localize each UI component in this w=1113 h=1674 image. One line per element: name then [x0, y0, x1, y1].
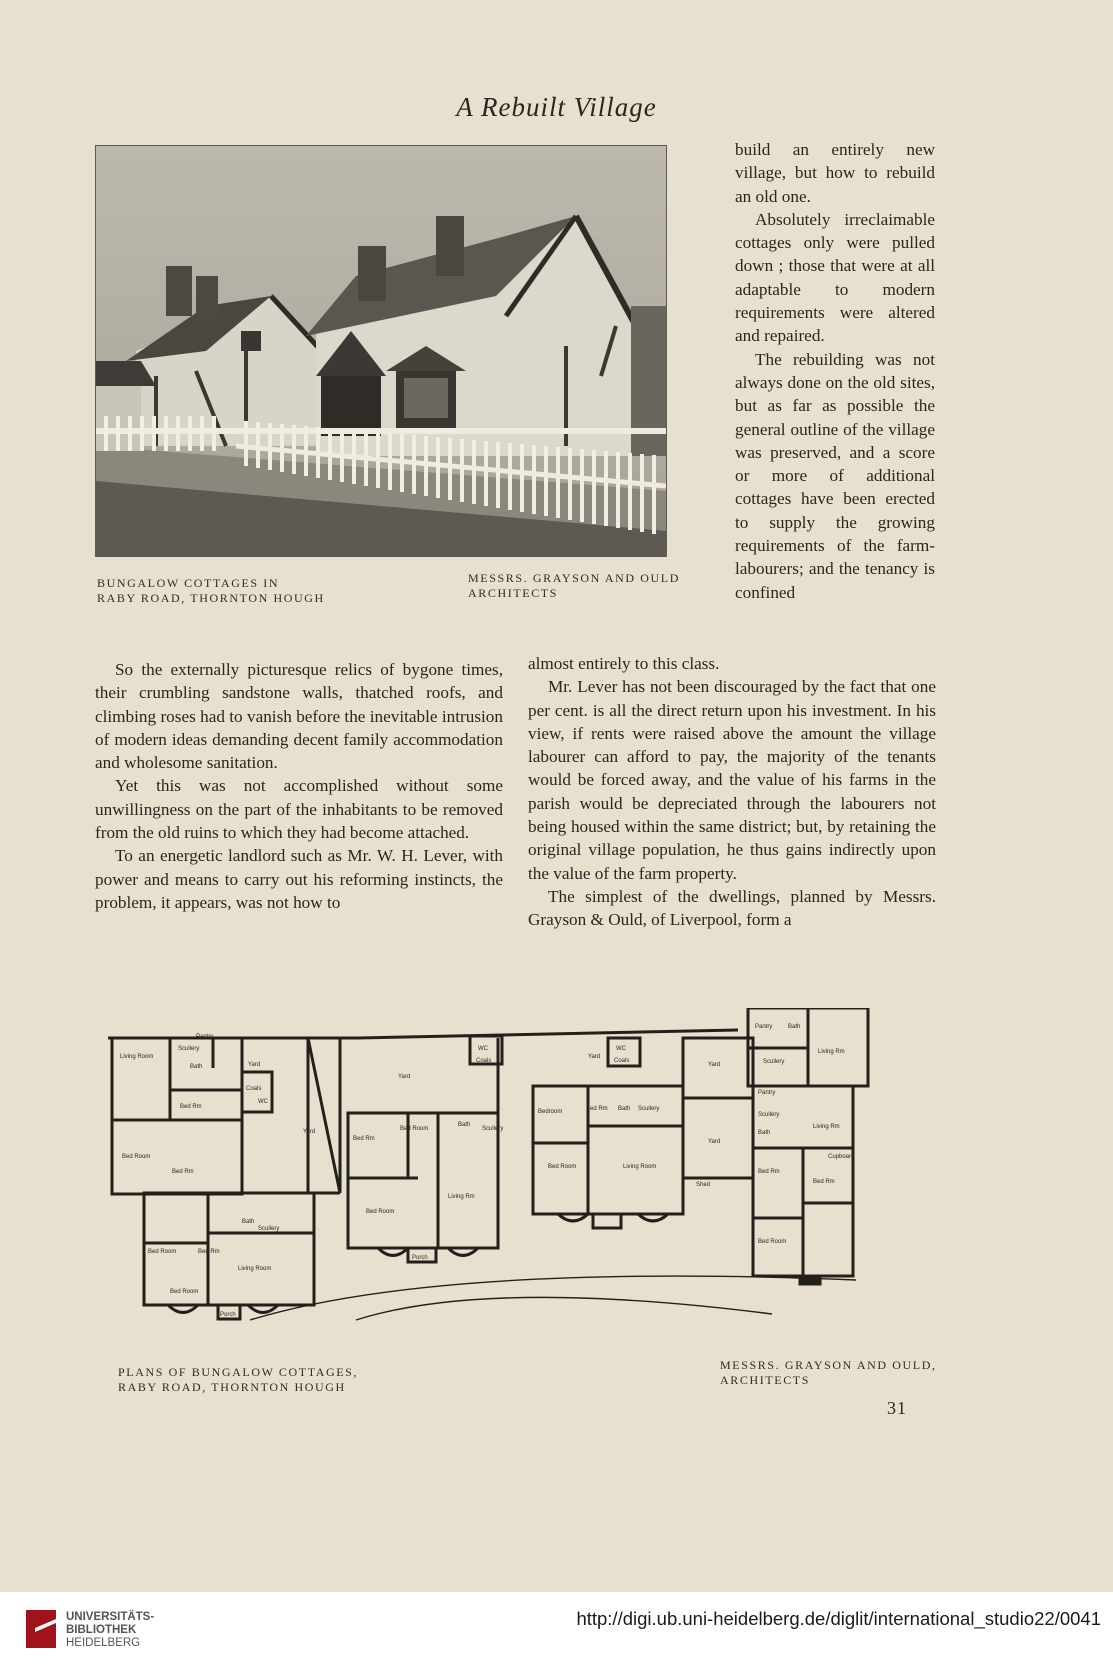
plan-label: Yard [398, 1074, 411, 1080]
plan-label: Scullery [763, 1059, 785, 1065]
left-column [95, 658, 503, 914]
plan-label: Bed Room [170, 1289, 199, 1295]
plan-label: Bed Rm [586, 1106, 608, 1112]
plan-label: Bath [242, 1219, 255, 1225]
plan-label: Bed Room [122, 1154, 151, 1160]
plan-label: Scullery [638, 1106, 660, 1112]
plan-label: Scullery [178, 1046, 200, 1052]
plan-label: WC [478, 1046, 488, 1052]
plan-label: Yard [588, 1054, 601, 1060]
plan-label: Cupboard [828, 1154, 855, 1160]
plan-label: WC [258, 1099, 268, 1105]
right-para-3: The simplest of the dwellings, planned by Messrs. Grayson & Ould, of Liverpool, form a [528, 886, 936, 930]
plan-label: Bedroom [538, 1109, 563, 1115]
plan-label: Pantry [755, 1024, 773, 1030]
plan-label: Bed Rm [198, 1249, 220, 1255]
running-head: A Rebuilt Village [456, 92, 657, 122]
plan-label: Coals [246, 1086, 262, 1092]
plan-label: Bath [618, 1106, 631, 1112]
plan-label: Bed Rm [813, 1179, 835, 1185]
plan-label: Bed Room [148, 1249, 177, 1255]
side-para-2: Absolutely irreclaimable cottages only were pulled down ; those that were at all adaptable to modern requirements were altered and repaired. [735, 209, 935, 346]
plan-label: Bath [758, 1130, 771, 1136]
right-column [528, 652, 936, 932]
library-name: UNIVERSITÄTS- BIBLIOTHEK HEIDELBERG [66, 1611, 155, 1649]
plan-caption-right: MESSRS. GRAYSON AND OULD, ARCHITECTS [720, 1358, 937, 1387]
side-column [735, 138, 935, 604]
cottages-photograph [95, 145, 667, 557]
plan-label: Living Rm [813, 1124, 840, 1130]
left-para-3: To an energetic landlord such as Mr. W. H. Lever, with power and means to carry out his reforming instincts, the problem, it appears, was not how to [95, 846, 503, 912]
plan-label: Scullery [758, 1112, 780, 1118]
plan-label: Living Room [238, 1266, 272, 1272]
right-para-2: Mr. Lever has not been discouraged by the fact that one per cent. is all the direct return upon his investment. In his view, if rents were raised above the amount the village labourer can afford to pay, the majority of the tenants would be forced away, and the value of his farms in the parish would be depreciated through the labourers not being housed within the same district; but, by retaining the original village population, he thus gains indirectly upon the value of the farm property. [528, 677, 936, 883]
plan-label: Bath [788, 1024, 801, 1030]
plan-label: Scullery [482, 1126, 504, 1132]
plan-label: Porch [412, 1255, 428, 1261]
plan-label: Coals [476, 1058, 492, 1064]
plan-label: Bed Rm [180, 1104, 202, 1110]
plan-label: Bed Room [366, 1209, 395, 1215]
side-para-3: The rebuilding was not always done on the old sites, but as far as possible the general outline of the village was preserved, and a score or more of additional cottages have been erected to supply the growing requirements of the farm-labourers; and the tenancy is confined [735, 349, 935, 602]
side-para-1: build an entirely new village, but how to rebuild an old one. [735, 140, 935, 206]
plan-label: Pantry [196, 1034, 214, 1040]
plan-label: Bath [190, 1064, 203, 1070]
plan-label: Bed Room [758, 1239, 787, 1245]
plan-label: Bed Rm [758, 1169, 780, 1175]
plan-label: Yard [303, 1129, 316, 1135]
plan-label: Scullery [258, 1226, 280, 1232]
plan-label: WC [616, 1046, 626, 1052]
plan-label: Pantry [758, 1090, 776, 1096]
plan-label: Living Rm [818, 1049, 845, 1055]
plan-label: Shed [696, 1182, 711, 1188]
left-para-1: So the externally picturesque relics of bygone times, their crumbling sandstone walls, thatched roofs, and climbing roses had to vanish before the inevitable intrusion of modern ideas demanding decent family accommodation and wholesome sanitation. [95, 660, 503, 773]
plan-label: Living Room [120, 1054, 154, 1060]
floor-plan [108, 1008, 934, 1340]
university-library-logo-icon[interactable] [24, 1606, 60, 1657]
plan-label: Bed Room [400, 1126, 429, 1132]
plan-label: Porch [220, 1312, 236, 1318]
left-para-2: Yet this was not accomplished without some unwillingness on the part of the inhabitants to be removed from the old ruins to which they had become attached. [95, 776, 503, 843]
page-number: 31 [887, 1398, 907, 1418]
plan-label: Living Room [623, 1164, 657, 1170]
plan-label: Living Rm [448, 1194, 475, 1200]
plan-label: Bath [458, 1122, 471, 1128]
plan-label: Bed Rm [172, 1169, 194, 1175]
viewer-footer [0, 1592, 1113, 1674]
right-para-1: almost entirely to this class. [528, 654, 720, 673]
plan-label: Yard [248, 1062, 261, 1068]
photo-caption-right: MESSRS. GRAYSON AND OULD ARCHITECTS [468, 571, 680, 600]
plan-label: Yard [708, 1139, 721, 1145]
photo-caption-left: BUNGALOW COTTAGES IN RABY ROAD, THORNTON HOUGH [97, 576, 325, 605]
plan-label: Yard [708, 1062, 721, 1068]
plan-caption-left: PLANS OF BUNGALOW COTTAGES, RABY ROAD, THORNTON HOUGH [118, 1365, 359, 1394]
plan-label: Bed Room [548, 1164, 577, 1170]
plan-label: Coals [614, 1058, 630, 1064]
permalink-url[interactable]: http://digi.ub.uni-heidelberg.de/diglit/international_studio22/0041 [576, 1608, 1101, 1629]
plan-label: Bed Rm [353, 1136, 375, 1142]
